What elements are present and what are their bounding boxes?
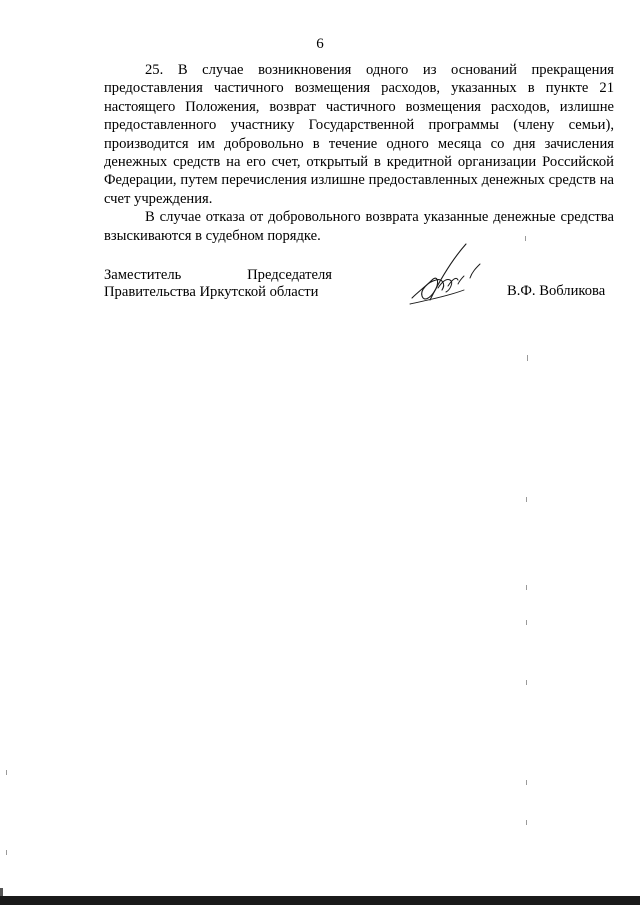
- scan-artifact: [526, 780, 527, 785]
- page-number: 6: [316, 36, 324, 52]
- scan-artifact: [525, 236, 526, 241]
- scan-artifact: [6, 850, 7, 855]
- document-body: [104, 61, 614, 245]
- scan-artifact: [526, 497, 527, 502]
- signatory-title-line-2: Правительства Иркутской области: [104, 283, 319, 300]
- scan-artifact: [526, 585, 527, 590]
- paragraph-court-recovery: В случае отказа от добровольного возврата указанные денежные средства взыскиваются в судебном порядке.: [104, 209, 614, 244]
- scan-artifact: [526, 680, 527, 685]
- scan-artifact: [526, 820, 527, 825]
- signatory-title: [104, 267, 332, 300]
- handwritten-signature: [408, 240, 494, 312]
- scan-bottom-border: [0, 896, 640, 905]
- signatory-name: В.Ф. Вобликова: [507, 283, 606, 299]
- signatory-title-word-1: Заместитель: [104, 267, 182, 283]
- scan-artifact: [6, 770, 7, 775]
- paragraph-refund-conditions: 25. В случае возникновения одного из оснований прекращения предоставления частичного возмещения расходов, указанных в пункте 21 настоящего Положения, возврат частичного возмещения расходов, излишне предоставленного участнику Государственной программы (члену семьи), производится им добровольно в течение одного месяца со дня зачисления денежных средств на его счет, открытый в кредитной организации Российской Федерации, путем перечисления излишне предоставленных денежных средств на счет учреждения.: [104, 62, 614, 207]
- signatory-title-line-1: [104, 267, 332, 284]
- scan-artifact: [526, 620, 527, 625]
- scan-artifact: [527, 355, 528, 361]
- scan-edge-mark: [0, 888, 3, 896]
- signatory-title-word-2: Председателя: [247, 267, 332, 283]
